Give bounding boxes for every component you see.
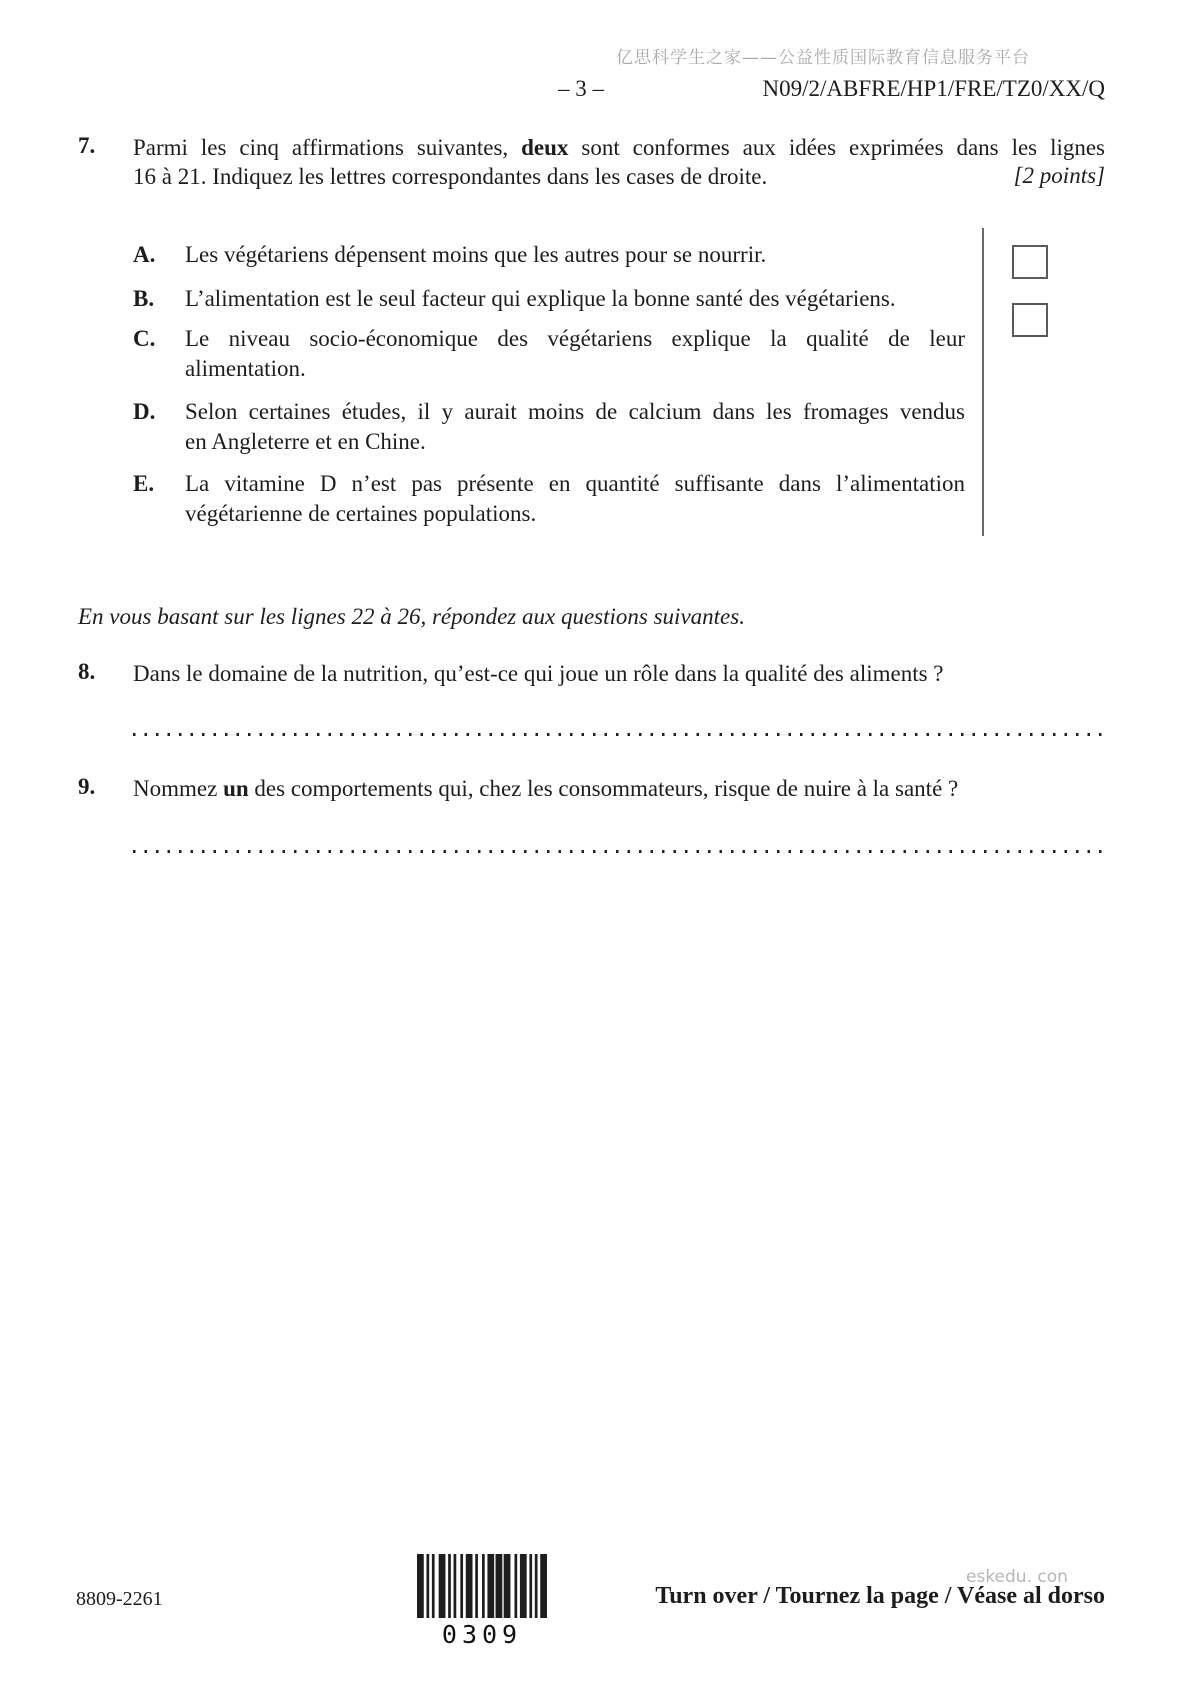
option-b-text: L’alimentation est le seul facteur qui explique la bonne santé des végétariens. bbox=[185, 286, 896, 311]
turn-over-label: Turn over / Tournez la page / Véase al dorso bbox=[655, 1583, 1105, 1609]
question9-text bbox=[133, 774, 1105, 803]
question7-text bbox=[133, 133, 1105, 191]
question7-line2: 16 à 21. Indiquez les lettres correspondantes dans les cases de droite. bbox=[133, 164, 768, 189]
header-watermark: 亿思科学生之家——公益性质国际教育信息服务平台 bbox=[616, 48, 1030, 68]
question8-number: 8. bbox=[78, 659, 96, 684]
question9-text-post: des comportements qui, chez les consommateurs, risque de nuire à la santé ? bbox=[248, 776, 959, 801]
barcode-bars bbox=[417, 1554, 547, 1618]
option-c-text-line1: Le niveau socio-économique des végétariens explique la qualité de leur bbox=[185, 326, 965, 351]
option-c-text-line2: alimentation. bbox=[185, 356, 306, 381]
option-d-letter: D. bbox=[133, 399, 156, 424]
site-watermark: eskedu. con bbox=[966, 1567, 1068, 1587]
question7-line1 bbox=[133, 133, 1105, 162]
option-row-d bbox=[133, 397, 965, 457]
option-c-letter: C. bbox=[133, 326, 156, 351]
option-a-text: Les végétariens dépensent moins que les autres pour se nourrir. bbox=[185, 242, 767, 267]
question7-line1-post: sont conformes aux idées exprimées dans les lignes bbox=[568, 135, 1106, 160]
option-b-letter: B. bbox=[133, 286, 155, 311]
answer-box-2[interactable] bbox=[1012, 303, 1048, 337]
option-e-letter: E. bbox=[133, 471, 155, 496]
option-d-text-line1: Selon certaines études, il y aurait moins de calcium dans les fromages vendus bbox=[185, 399, 965, 424]
answer-column-rule bbox=[982, 228, 984, 536]
option-a-letter: A. bbox=[133, 242, 156, 267]
answer-box-1[interactable] bbox=[1012, 245, 1048, 279]
footer-document-code: 8809-2261 bbox=[76, 1588, 163, 1610]
section-instruction: En vous basant sur les lignes 22 à 26, répondez aux questions suivantes. bbox=[78, 604, 745, 629]
option-e-text-line2: végétarienne de certaines populations. bbox=[185, 501, 537, 526]
option-e-text-line1: La vitamine D n’est pas présente en quantité suffisante dans l’alimentation bbox=[185, 471, 965, 496]
question7-line1-pre: Parmi les cinq affirmations suivantes, bbox=[133, 135, 522, 160]
paper-reference-code: N09/2/ABFRE/HP1/FRE/TZ0/XX/Q bbox=[762, 76, 1105, 101]
barcode-digits: 0309 bbox=[441, 1620, 523, 1649]
option-row-c bbox=[133, 324, 965, 384]
question9-answer-line[interactable] bbox=[133, 850, 1105, 853]
question9-number: 9. bbox=[78, 774, 96, 799]
question8-text: Dans le domaine de la nutrition, qu’est-ce qui joue un rôle dans la qualité des aliments ? bbox=[133, 661, 944, 686]
option-row-e bbox=[133, 469, 965, 529]
option-d-text-line2: en Angleterre et en Chine. bbox=[185, 429, 426, 454]
question7-number: 7. bbox=[78, 133, 96, 158]
question8-answer-line[interactable] bbox=[133, 733, 1105, 736]
question7-line1-bold: deux bbox=[521, 135, 569, 160]
question9-text-pre: Nommez bbox=[133, 776, 224, 801]
question7-points-label: [2 points] bbox=[1013, 163, 1105, 188]
question9-text-bold: un bbox=[223, 776, 249, 801]
page-number: – 3 – bbox=[558, 76, 604, 101]
barcode bbox=[417, 1554, 547, 1618]
option-row-b bbox=[133, 284, 965, 314]
option-row-a bbox=[133, 240, 965, 270]
